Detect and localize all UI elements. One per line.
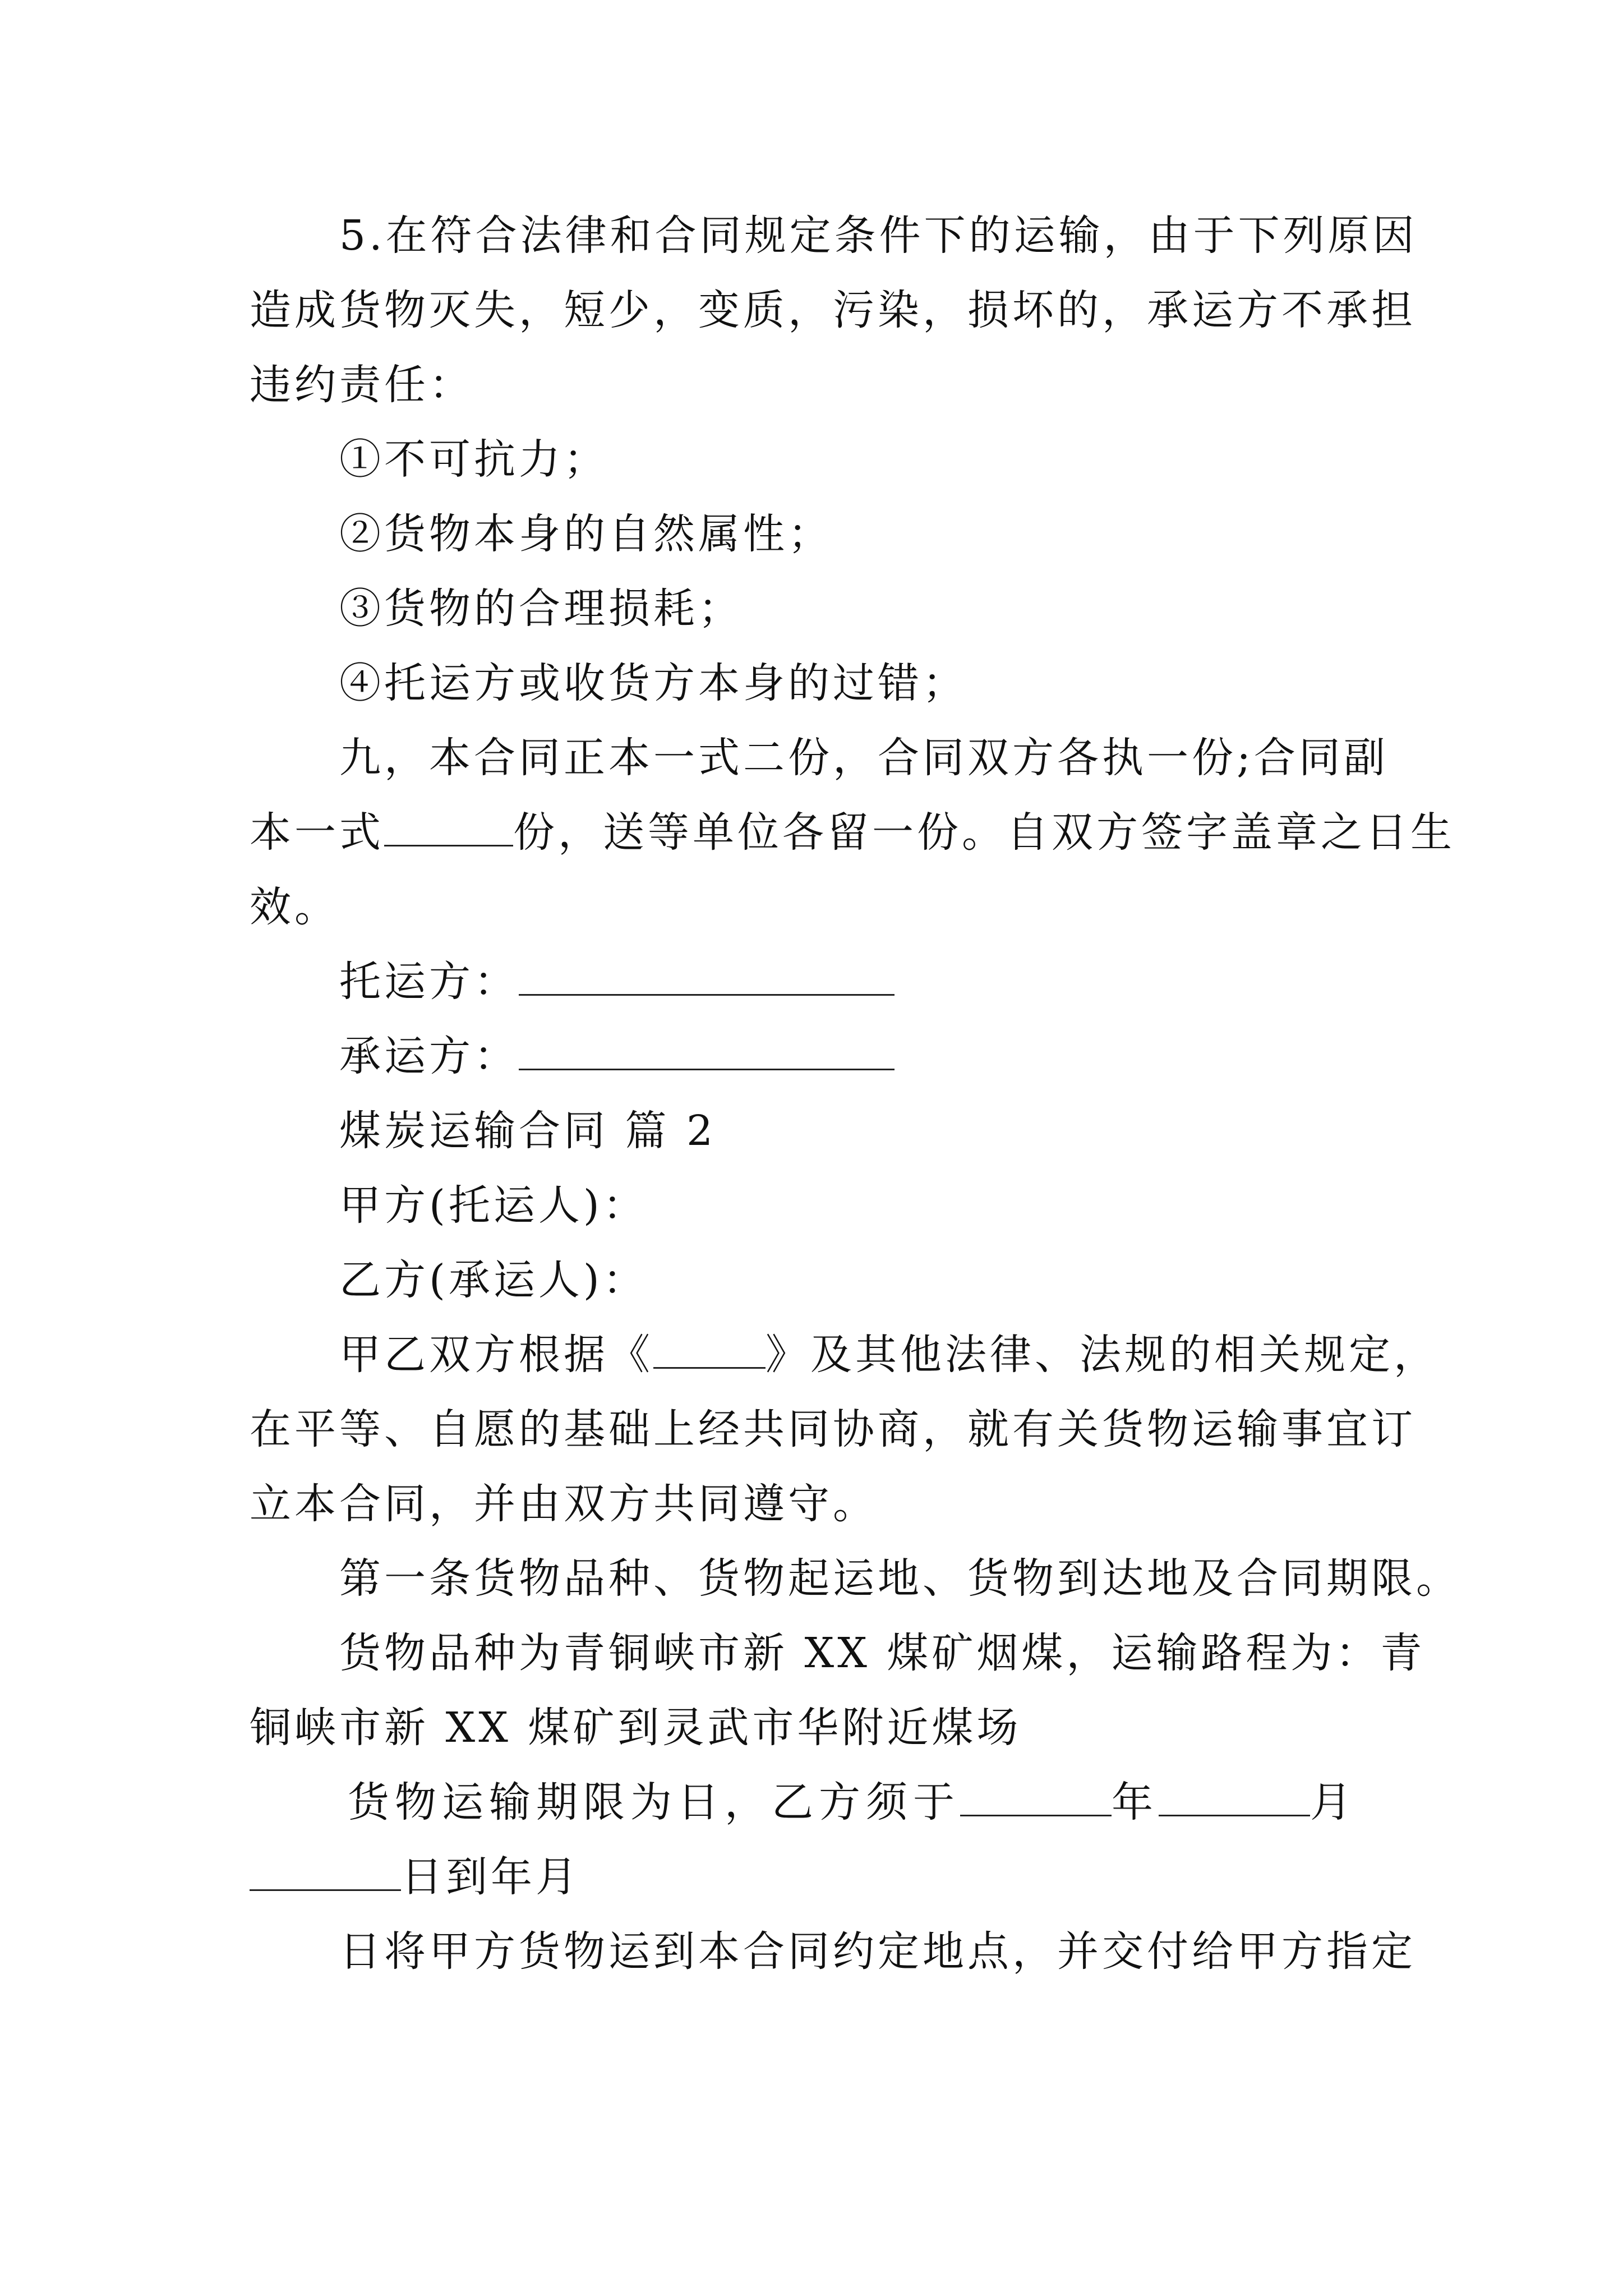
shipper-signature-line [339, 954, 1483, 1010]
copies-blank [384, 806, 513, 846]
period-year-label: 年 [1112, 1778, 1159, 1826]
goods-line2: 铜峡市新 XX 煤矿到灵武市华附近煤场 [250, 1704, 1022, 1752]
period-line1 [348, 1774, 1492, 1830]
clause9-line2-pre: 本一式 [250, 808, 384, 857]
clause9-line2 [250, 804, 1455, 861]
article1-title: 第一条货物品种、货物起运地、货物到达地及合同期限。 [339, 1554, 1461, 1603]
law-name-blank [653, 1328, 766, 1369]
intro-line2: 在平等、自愿的基础上经共同协商，就有关货物运输事宜订 [250, 1405, 1416, 1453]
exemption-item-3: ③货物的合理损耗； [339, 585, 743, 633]
clause5-line2: 造成货物灭失，短少，变质，污染，损坏的，承运方不承担 [250, 286, 1416, 334]
clause9-line2-post: 份，送等单位各留一份。自双方签字盖章之日生 [513, 808, 1455, 857]
clause5-line1: 5.在符合法律和合同规定条件下的运输，由于下列原因 [339, 211, 1418, 260]
exemption-item-1: ①不可抗力； [339, 435, 608, 484]
clause9-line1: 九，本合同正本一式二份，合同双方各执一份;合同副 [339, 734, 1389, 782]
shipper-signature-blank [519, 955, 895, 996]
party-b-line: 乙方(承运人)： [339, 1256, 648, 1304]
carrier-label: 承运方： [339, 1032, 519, 1080]
period-line1-pre: 货物运输期限为日，乙方须于 [348, 1778, 960, 1826]
intro-line1 [339, 1327, 1483, 1383]
period-line2 [250, 1849, 1394, 1905]
month-blank [1159, 1775, 1310, 1816]
intro-line1-post: 》及其他法律、法规的相关规定， [766, 1331, 1438, 1379]
clause5-line3: 违约责任： [250, 361, 474, 409]
year-blank [960, 1775, 1112, 1816]
clause9-line3: 效。 [250, 883, 339, 931]
carrier-signature-blank [519, 1029, 895, 1070]
party-a-line: 甲方(托运人)： [339, 1181, 648, 1230]
exemption-item-2: ②货物本身的自然属性； [339, 510, 833, 558]
exemption-item-4: ④托运方或收货方本身的过错； [339, 659, 967, 707]
period-line2-post: 日到年月 [401, 1853, 580, 1901]
period-month-label: 月 [1310, 1778, 1357, 1826]
deliver-line: 日将甲方货物运到本合同约定地点，并交付给甲方指定 [339, 1927, 1416, 1976]
carrier-signature-line [339, 1028, 1483, 1084]
intro-line3: 立本合同，并由双方共同遵守。 [250, 1480, 878, 1528]
section2-title: 煤炭运输合同 篇 2 [339, 1107, 717, 1155]
goods-line1: 货物品种为青铜峡市新 XX 煤矿烟煤，运输路程为：青 [339, 1629, 1426, 1677]
shipper-label: 托运方： [339, 958, 519, 1006]
day-blank [250, 1850, 401, 1891]
intro-line1-pre: 甲乙双方根据《 [339, 1331, 653, 1379]
